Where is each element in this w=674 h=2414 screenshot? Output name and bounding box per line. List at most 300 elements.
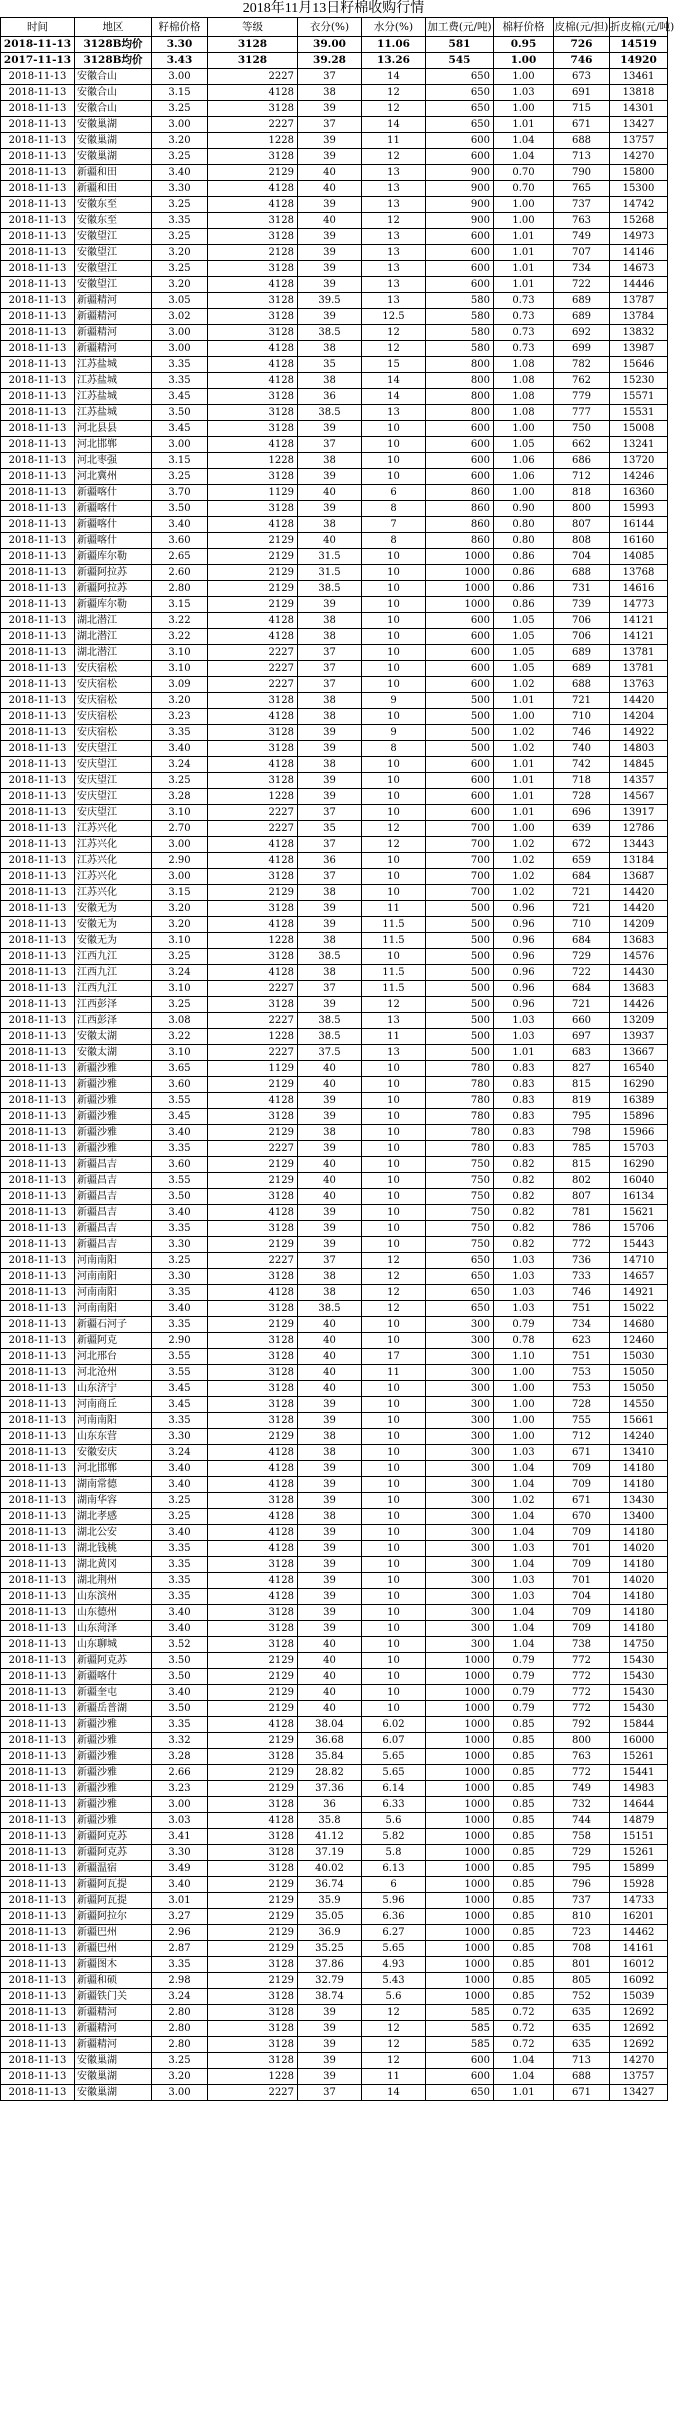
cell-lint-price-ton: 12692 [610,2005,668,2021]
cell-lint-percent: 37 [298,437,362,453]
cell-cottonseed-price: 1.01 [494,757,554,773]
cell-date: 2018-11-13 [1,1701,75,1717]
table-row [1,117,668,133]
cell-date: 2018-11-13 [1,389,75,405]
cell-lint-price-ton: 14567 [610,789,668,805]
cell-lint-price-ton: 15844 [610,1717,668,1733]
cell-lint-price-dan: 746 [554,53,610,69]
cell-lint-percent: 40 [298,533,362,549]
cell-region: 新疆沙雅 [75,1797,152,1813]
cell-processing-fee: 585 [426,2005,494,2021]
cell-date: 2018-11-13 [1,1205,75,1221]
table-row [1,725,668,741]
cell-lint-percent: 39 [298,917,362,933]
cell-date: 2018-11-13 [1,533,75,549]
cell-date: 2018-11-13 [1,709,75,725]
table-row [1,933,668,949]
cell-region: 安徽无为 [75,917,152,933]
table-row [1,1509,668,1525]
cell-lint-percent: 37 [298,805,362,821]
cell-date: 2018-11-13 [1,1749,75,1765]
cell-lint-price-ton: 16040 [610,1173,668,1189]
cell-lint-price-dan: 718 [554,773,610,789]
cell-seed-cotton-price: 3.45 [152,421,208,437]
table-row [1,773,668,789]
cell-grade: 2227 [208,1253,298,1269]
table-row [1,389,668,405]
cell-cottonseed-price: 0.79 [494,1653,554,1669]
cell-lint-price-ton: 15151 [610,1829,668,1845]
table-row [1,2037,668,2053]
cell-moisture: 13 [362,1013,426,1029]
cell-date: 2018-11-13 [1,981,75,997]
cell-date: 2018-11-13 [1,101,75,117]
cell-seed-cotton-price: 2.96 [152,1925,208,1941]
cell-processing-fee: 780 [426,1093,494,1109]
cell-grade: 3128 [208,213,298,229]
cell-cottonseed-price: 0.86 [494,581,554,597]
cell-lint-percent: 37.19 [298,1845,362,1861]
cell-cottonseed-price: 1.03 [494,1029,554,1045]
cell-processing-fee: 585 [426,2021,494,2037]
cell-seed-cotton-price: 3.55 [152,1093,208,1109]
cell-moisture: 12 [362,1301,426,1317]
cell-processing-fee: 1000 [426,581,494,597]
cell-processing-fee: 500 [426,965,494,981]
cell-lint-price-ton: 12692 [610,2021,668,2037]
cell-region: 新疆沙雅 [75,1733,152,1749]
cell-processing-fee: 600 [426,245,494,261]
cell-grade: 2129 [208,1733,298,1749]
cell-seed-cotton-price: 3.20 [152,133,208,149]
cell-moisture: 10 [362,885,426,901]
cell-cottonseed-price: 1.08 [494,389,554,405]
cell-lint-price-ton: 14357 [610,773,668,789]
cell-region: 新疆阿拉尔 [75,1909,152,1925]
cell-processing-fee: 780 [426,1061,494,1077]
cell-moisture: 10 [362,1653,426,1669]
cell-region: 江苏兴化 [75,853,152,869]
cell-seed-cotton-price: 3.00 [152,341,208,357]
cell-region: 湖北荆州 [75,1573,152,1589]
cell-date: 2018-11-13 [1,293,75,309]
cell-region: 新疆阿克苏 [75,1829,152,1845]
cell-date: 2018-11-13 [1,1317,75,1333]
cell-date: 2018-11-13 [1,485,75,501]
cell-cottonseed-price: 1.04 [494,1557,554,1573]
cell-moisture: 6 [362,1877,426,1893]
cell-lint-price-dan: 722 [554,277,610,293]
cell-moisture: 5.65 [362,1941,426,1957]
cell-region: 新疆喀什 [75,533,152,549]
cell-date: 2018-11-13 [1,805,75,821]
cell-seed-cotton-price: 3.30 [152,1237,208,1253]
cell-region: 安庆望江 [75,789,152,805]
cell-lint-price-dan: 715 [554,101,610,117]
table-row [1,2053,668,2069]
cell-date: 2018-11-13 [1,325,75,341]
cell-cottonseed-price: 0.73 [494,325,554,341]
cell-date: 2018-11-13 [1,1669,75,1685]
cell-cottonseed-price: 1.00 [494,1429,554,1445]
page-title: 2018年11月13日籽棉收购行情 [242,1,425,16]
cell-lint-price-ton: 14983 [610,1781,668,1797]
cell-date: 2018-11-13 [1,1573,75,1589]
table-row [1,1717,668,1733]
cell-seed-cotton-price: 3.60 [152,533,208,549]
cell-lint-price-dan: 763 [554,1749,610,1765]
cell-cottonseed-price: 1.05 [494,645,554,661]
cell-moisture: 10 [362,1093,426,1109]
cell-processing-fee: 700 [426,853,494,869]
table-row [1,1989,668,2005]
cell-date: 2018-11-13 [1,517,75,533]
cell-lint-price-dan: 701 [554,1541,610,1557]
cell-lint-price-dan: 696 [554,805,610,821]
cell-lint-percent: 39.28 [298,53,362,69]
table-row [1,453,668,469]
cell-processing-fee: 860 [426,517,494,533]
cell-region: 江苏盐城 [75,373,152,389]
cell-lint-percent: 37 [298,981,362,997]
cell-processing-fee: 1000 [426,565,494,581]
cell-region: 新疆沙雅 [75,1125,152,1141]
cell-region: 安徽巢湖 [75,117,152,133]
cell-lint-price-ton: 15531 [610,405,668,421]
table-row [1,597,668,613]
cell-lint-price-dan: 721 [554,693,610,709]
table-row [1,1813,668,1829]
table-row [1,997,668,1013]
cell-lint-price-ton: 14750 [610,1637,668,1653]
cell-grade: 3128 [208,869,298,885]
cell-processing-fee: 600 [426,133,494,149]
cell-lint-price-ton: 13937 [610,1029,668,1045]
cell-moisture: 13 [362,1045,426,1061]
cell-moisture: 12 [362,2037,426,2053]
cell-seed-cotton-price: 3.40 [152,1605,208,1621]
cell-lint-price-ton: 13427 [610,2085,668,2101]
cell-moisture: 10 [362,437,426,453]
cell-grade: 3128 [208,1557,298,1573]
cell-processing-fee: 600 [426,661,494,677]
cell-lint-price-dan: 688 [554,677,610,693]
cell-moisture: 10 [362,1637,426,1653]
cell-moisture: 10 [362,645,426,661]
cell-seed-cotton-price: 3.35 [152,1141,208,1157]
cell-seed-cotton-price: 3.00 [152,837,208,853]
cell-processing-fee: 650 [426,117,494,133]
cell-lint-price-dan: 709 [554,1461,610,1477]
cell-region: 新疆精河 [75,2037,152,2053]
cell-lint-price-dan: 689 [554,661,610,677]
cell-cottonseed-price: 1.01 [494,245,554,261]
cell-region: 山东德州 [75,1605,152,1621]
cell-date: 2018-11-13 [1,1333,75,1349]
cell-lint-price-dan: 729 [554,949,610,965]
cell-grade: 4128 [208,709,298,725]
cell-cottonseed-price: 1.02 [494,869,554,885]
cell-lint-percent: 37 [298,117,362,133]
cell-date: 2018-11-13 [1,2053,75,2069]
cell-region: 湖北潜江 [75,645,152,661]
cell-lint-price-ton: 14879 [610,1813,668,1829]
cell-processing-fee: 1000 [426,1829,494,1845]
table-row [1,517,668,533]
cell-seed-cotton-price: 3.25 [152,997,208,1013]
cell-date: 2018-11-13 [1,773,75,789]
cell-grade: 4128 [208,1589,298,1605]
cell-lint-percent: 39 [298,1477,362,1493]
table-row [1,693,668,709]
cell-seed-cotton-price: 3.35 [152,213,208,229]
table-row [1,165,668,181]
cell-lint-price-dan: 683 [554,1045,610,1061]
table-row [1,1829,668,1845]
cell-seed-cotton-price: 3.25 [152,149,208,165]
cell-lint-price-ton: 14973 [610,229,668,245]
cell-lint-percent: 40 [298,1701,362,1717]
cell-region: 湖北孝感 [75,1509,152,1525]
cell-lint-price-ton: 16144 [610,517,668,533]
cell-moisture: 10 [362,1685,426,1701]
cell-lint-price-dan: 671 [554,1493,610,1509]
cell-cottonseed-price: 1.04 [494,1621,554,1637]
cell-lint-price-ton: 15646 [610,357,668,373]
cell-processing-fee: 500 [426,949,494,965]
cell-date: 2017-11-13 [1,53,75,69]
cell-date: 2018-11-13 [1,1029,75,1045]
cell-lint-price-ton: 15008 [610,421,668,437]
cell-processing-fee: 600 [426,229,494,245]
cell-lint-price-ton: 14644 [610,1797,668,1813]
cell-processing-fee: 860 [426,501,494,517]
cell-cottonseed-price: 1.06 [494,453,554,469]
cell-grade: 3128 [208,1333,298,1349]
cell-cottonseed-price: 1.01 [494,773,554,789]
cell-lint-price-dan: 795 [554,1109,610,1125]
cell-grade: 3128 [208,1605,298,1621]
cell-date: 2018-11-13 [1,1605,75,1621]
cell-lint-percent: 40 [298,1669,362,1685]
cell-processing-fee: 1000 [426,1701,494,1717]
cell-date: 2018-11-13 [1,1061,75,1077]
cell-region: 河南商丘 [75,1397,152,1413]
cell-lint-price-ton: 12460 [610,1333,668,1349]
cell-lint-price-ton: 14085 [610,549,668,565]
cell-cottonseed-price: 0.96 [494,917,554,933]
cell-region: 河北邢台 [75,1349,152,1365]
cell-processing-fee: 750 [426,1173,494,1189]
cell-region: 新疆喀什 [75,1669,152,1685]
cell-moisture: 10 [362,453,426,469]
cell-region: 新疆巴州 [75,1941,152,1957]
cell-moisture: 10 [362,1413,426,1429]
cell-lint-price-dan: 635 [554,2037,610,2053]
cell-seed-cotton-price: 3.27 [152,1909,208,1925]
cell-lint-price-dan: 755 [554,1413,610,1429]
cell-grade: 4128 [208,965,298,981]
cell-date: 2018-11-13 [1,565,75,581]
cell-grade: 2129 [208,1765,298,1781]
cell-moisture: 10 [362,1461,426,1477]
cell-region: 新疆沙雅 [75,1077,152,1093]
cell-region: 湖南常德 [75,1477,152,1493]
cell-processing-fee: 860 [426,485,494,501]
cell-processing-fee: 600 [426,789,494,805]
cell-cottonseed-price: 0.96 [494,997,554,1013]
cell-lint-price-dan: 808 [554,533,610,549]
cell-lint-price-dan: 660 [554,1013,610,1029]
cell-date: 2018-11-13 [1,213,75,229]
cell-moisture: 12 [362,2005,426,2021]
cell-processing-fee: 860 [426,533,494,549]
cell-cottonseed-price: 1.00 [494,53,554,69]
cell-seed-cotton-price: 3.35 [152,373,208,389]
cell-cottonseed-price: 0.90 [494,501,554,517]
cell-processing-fee: 1000 [426,549,494,565]
cell-seed-cotton-price: 2.90 [152,1333,208,1349]
table-row [1,805,668,821]
cell-cottonseed-price: 1.00 [494,197,554,213]
cell-cottonseed-price: 0.82 [494,1157,554,1173]
cell-date: 2018-11-13 [1,197,75,213]
cell-seed-cotton-price: 3.35 [152,1285,208,1301]
cell-lint-price-ton: 15928 [610,1877,668,1893]
cell-lint-price-dan: 772 [554,1237,610,1253]
cell-lint-price-dan: 750 [554,421,610,437]
cell-region: 新疆阿克苏 [75,1653,152,1669]
cell-region: 新疆精河 [75,309,152,325]
cell-moisture: 6.02 [362,1717,426,1733]
cell-lint-price-ton: 14270 [610,149,668,165]
average-row [1,53,668,69]
cell-lint-price-ton: 13720 [610,453,668,469]
cell-region: 新疆昌吉 [75,1221,152,1237]
cell-processing-fee: 300 [426,1493,494,1509]
cell-date: 2018-11-13 [1,1157,75,1173]
cell-lint-percent: 35.9 [298,1893,362,1909]
cell-grade: 4128 [208,1813,298,1829]
cell-lint-price-dan: 712 [554,469,610,485]
cell-grade: 4128 [208,437,298,453]
cell-cottonseed-price: 0.83 [494,1077,554,1093]
cell-moisture: 4.93 [362,1957,426,1973]
cell-date: 2018-11-13 [1,181,75,197]
cell-lint-price-dan: 807 [554,1189,610,1205]
cell-region: 新疆昌吉 [75,1189,152,1205]
cell-processing-fee: 600 [426,453,494,469]
table-row [1,1765,668,1781]
cell-seed-cotton-price: 3.25 [152,469,208,485]
cell-lint-percent: 38 [298,629,362,645]
cell-seed-cotton-price: 3.10 [152,645,208,661]
cell-seed-cotton-price: 3.32 [152,1733,208,1749]
cell-grade: 2128 [208,245,298,261]
cell-lint-price-dan: 709 [554,1621,610,1637]
cell-date: 2018-11-13 [1,629,75,645]
cell-region: 3128B均价 [75,37,152,53]
cell-date: 2018-11-13 [1,1989,75,2005]
cell-seed-cotton-price: 3.25 [152,261,208,277]
cell-processing-fee: 650 [426,1253,494,1269]
cell-grade: 1228 [208,133,298,149]
cell-seed-cotton-price: 3.02 [152,309,208,325]
cell-processing-fee: 600 [426,757,494,773]
cell-seed-cotton-price: 3.30 [152,37,208,53]
cell-lint-percent: 36.74 [298,1877,362,1893]
cell-date: 2018-11-13 [1,469,75,485]
cell-grade: 1228 [208,789,298,805]
cell-moisture: 10 [362,1205,426,1221]
table-row [1,549,668,565]
cell-lint-price-dan: 800 [554,1733,610,1749]
cell-lint-percent: 39 [298,1493,362,1509]
cell-seed-cotton-price: 3.20 [152,277,208,293]
cell-date: 2018-11-13 [1,693,75,709]
cell-lint-price-dan: 659 [554,853,610,869]
cell-moisture: 10 [362,1317,426,1333]
cell-lint-percent: 40 [298,1685,362,1701]
cell-moisture: 13 [362,165,426,181]
cell-date: 2018-11-13 [1,597,75,613]
cell-processing-fee: 1000 [426,1653,494,1669]
cell-seed-cotton-price: 3.40 [152,1477,208,1493]
table-row [1,1269,668,1285]
cell-cottonseed-price: 1.00 [494,1397,554,1413]
cell-lint-price-ton: 14246 [610,469,668,485]
cell-lint-price-ton: 12692 [610,2037,668,2053]
cell-cottonseed-price: 1.05 [494,629,554,645]
cell-processing-fee: 300 [426,1461,494,1477]
cell-seed-cotton-price: 3.40 [152,517,208,533]
cell-grade: 3128 [208,229,298,245]
cell-cottonseed-price: 1.04 [494,2069,554,2085]
table-row [1,1157,668,1173]
cell-lint-price-dan: 800 [554,501,610,517]
table-row [1,133,668,149]
cell-lint-percent: 39 [298,261,362,277]
cell-grade: 4128 [208,1093,298,1109]
table-row [1,1237,668,1253]
cell-grade: 4128 [208,1717,298,1733]
cell-region: 安徽无为 [75,933,152,949]
table-row [1,1925,668,1941]
cell-grade: 4128 [208,373,298,389]
cell-grade: 3128 [208,309,298,325]
cell-region: 安徽东至 [75,213,152,229]
cell-seed-cotton-price: 3.35 [152,1317,208,1333]
cell-lint-percent: 38 [298,517,362,533]
cell-processing-fee: 1000 [426,1941,494,1957]
cell-moisture: 10 [362,1605,426,1621]
cell-seed-cotton-price: 3.40 [152,1205,208,1221]
cell-grade: 3128 [208,325,298,341]
cell-region: 江苏盐城 [75,405,152,421]
cell-lint-price-ton: 14121 [610,629,668,645]
cell-lint-price-ton: 13209 [610,1013,668,1029]
cell-lint-percent: 40 [298,181,362,197]
cell-lint-price-dan: 732 [554,1797,610,1813]
cell-region: 湖北钱桃 [75,1541,152,1557]
cell-lint-price-dan: 697 [554,1029,610,1045]
cell-lint-percent: 39 [298,1141,362,1157]
cell-region: 新疆昌吉 [75,1237,152,1253]
cell-lint-percent: 37 [298,645,362,661]
cell-processing-fee: 300 [426,1317,494,1333]
cell-date: 2018-11-13 [1,1077,75,1093]
table-row [1,1605,668,1621]
